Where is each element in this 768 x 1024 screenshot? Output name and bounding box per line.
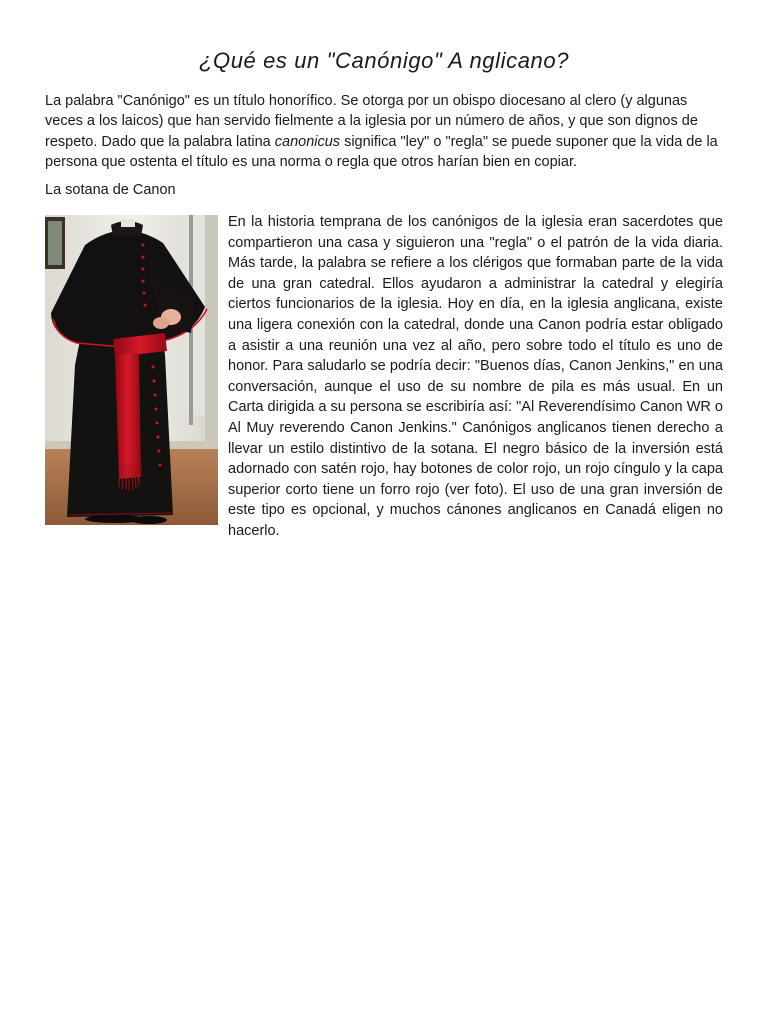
body-paragraph: En la historia temprana de los canónigos de la iglesia eran sacerdotes que compartieron una casa y siguieron una "regla" o el patrón de la vida diaria. Más tarde, la palabra se refiere a los clérigos que formaban parte de la vida de una gran catedral. Ellos ayudaron a administrar la catedral y elegiría ciertos funcionarios de la iglesia. Hoy en día, en la iglesia anglicana, existe una ligera conexión con la catedral, donde una Canon podría estar obligado a asistir a una reunión una vez al año, pero sobre todo el título es uno de honor. Para saludarlo se podría decir: "Buenos días, Canon Jenkins," en una conversación, aunque el uso de su nombre de pila es más usual. En un Carta dirigida a su persona se escribiría así: "Al Reverendísimo Canon WR o Al Muy reverendo Canon Jenkins." Canónigos anglicanos tienen derecho a llevar un estilo distintivo de la sotana. El negro básico de la inversión está adornado con satén rojo, hay botones de color rojo, un rojo cíngulo y la capa superior corto tiene un forro rojo (ver foto). El uso de una gran inversión de este tipo es opcional, y muchos cánones anglicanos en Canadá eligen no hacerlo. (228, 214, 723, 539)
latin-term: canonicus (274, 133, 341, 150)
cassock-photo (45, 215, 218, 525)
photo-caption: La sotana de Canon (45, 182, 176, 198)
intro-text-start: La palabra "Canónigo" es un título honorífico. Se otorga por un obispo diocesano al clero (y algunas veces a los laicos) que han servido fielmente a la iglesia por un número de años, y que son dignos de respeto. Dado que la palabra latina (45, 93, 698, 150)
intro-paragraph (45, 91, 723, 173)
page-title: ¿Qué es un "Canónigo" A nglicano? (198, 48, 570, 73)
intro-text-end: significa "ley" o "regla" se puede suponer que la vida de la persona que ostenta el título es una norma o regla que otros harían bien en copiar. (45, 133, 718, 171)
